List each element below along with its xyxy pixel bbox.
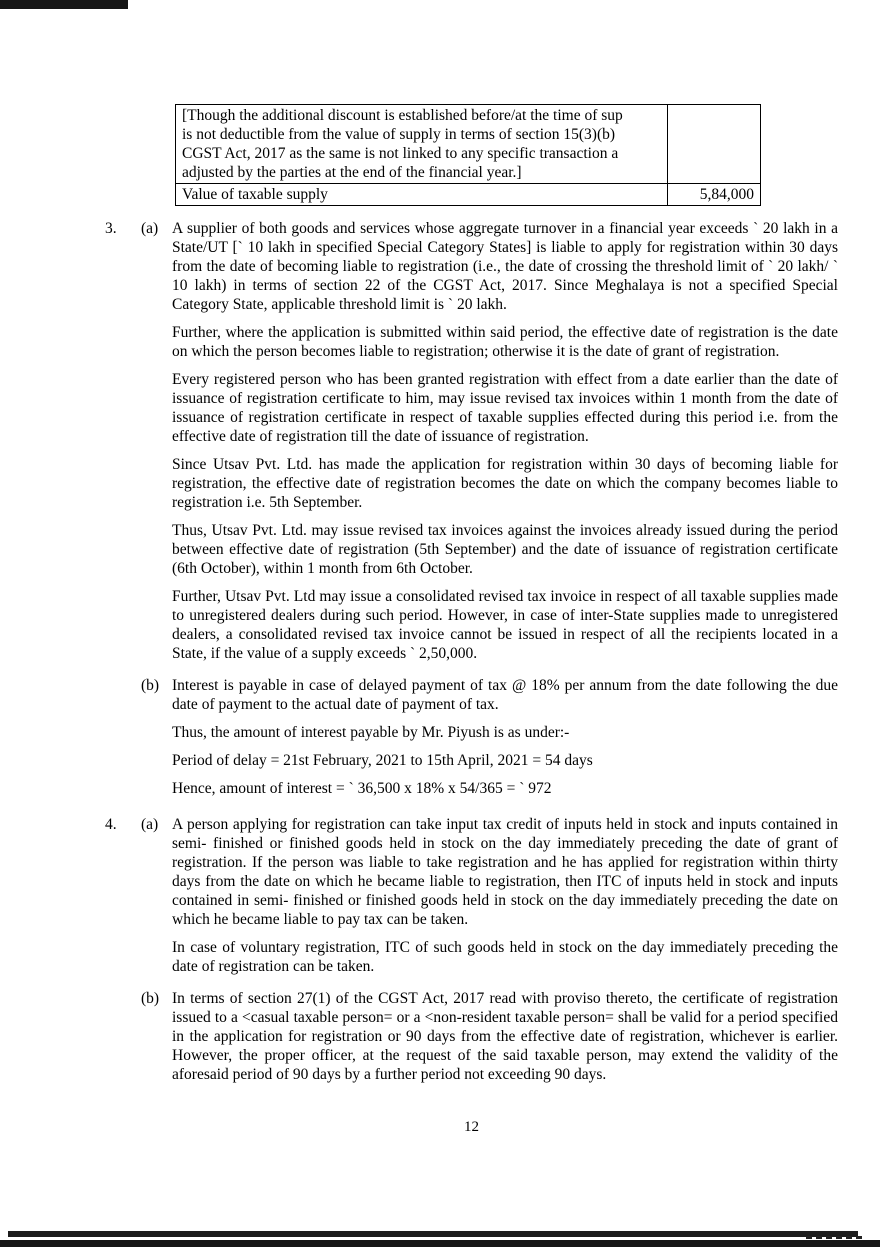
- part-content: [172, 219, 838, 663]
- paragraph: Since Utsav Pvt. Ltd. has made the application for registration within 30 days of becoming liable for registration, the effective date of registration becomes the date on which the company becomes liable to registration i.e. 5th September.: [172, 456, 838, 511]
- note-line: adjusted by the parties at the end of the financial year.]: [182, 164, 522, 181]
- note-line: CGST Act, 2017 as the same is not linked to any specific transaction a: [182, 145, 619, 162]
- paragraph: Interest is payable in case of delayed payment of tax @ 18% per annum from the date following the due date of payment to the actual date of payment of tax.: [172, 677, 838, 713]
- part-content: [172, 815, 838, 976]
- table-row: [176, 184, 761, 206]
- taxable-supply-table: [175, 104, 761, 206]
- paragraph: A person applying for registration can take input tax credit of inputs held in stock and inputs contained in semi- finished or finished goods held in stock on the day immediately preceding the date of grant of registration. If the person was liable to take registration and he has applied for registration within thirty days from the date on which he became liable to registration, then ITC of inputs held in stock and inputs contained in semi- finished or finished goods held in stock on the day immediately preceding the date on which he became liable to pay tax can be taken.: [172, 816, 838, 928]
- part-label: (a): [141, 220, 159, 237]
- paragraph: Hence, amount of interest = ` 36,500 x 18% x 54/365 = ` 972: [172, 780, 552, 797]
- note-line: [Though the additional discount is established before/at the time of sup: [182, 107, 623, 124]
- part-3a: [141, 219, 838, 663]
- paragraph: Further, Utsav Pvt. Ltd may issue a consolidated revised tax invoice in respect of all taxable supplies made to unregistered dealers during such period. However, in case of inter-State supplies made to unregistered dealers, a consolidated revised tax invoice cannot be issued in respect of all the recipients located in a State, if the value of a supply exceeds ` 2,50,000.: [172, 588, 838, 662]
- scan-artifact-dashes: [806, 1236, 866, 1239]
- paragraph: In case of voluntary registration, ITC of such goods held in stock on the day immediately preceding the date of registration can be taken.: [172, 939, 838, 975]
- paragraph: Thus, the amount of interest payable by Mr. Piyush is as under:-: [172, 724, 570, 741]
- item-number: 4.: [105, 816, 117, 833]
- table-note-row: [176, 105, 761, 184]
- scan-artifact-bottom-bar: [8, 1231, 858, 1237]
- table-row-label: Value of taxable supply: [176, 184, 668, 206]
- table-note-cell: [176, 105, 668, 184]
- part-content: [172, 676, 838, 798]
- scan-artifact-top-left: [0, 0, 128, 9]
- paragraph: Thus, Utsav Pvt. Ltd. may issue revised tax invoices against the invoices already issued during the period between effective date of registration (5th September) and the date of issuance of registration certificate (6th October), within 1 month from 6th October.: [172, 522, 838, 577]
- part-content: [172, 989, 838, 1084]
- item-parts: [141, 815, 838, 1088]
- part-label: (b): [141, 990, 160, 1007]
- scan-artifact-bottom-edge: [0, 1240, 880, 1247]
- paragraph: In terms of section 27(1) of the CGST Act, 2017 read with proviso thereto, the certificate of registration issued to a <casual taxable person= or a <non-resident taxable person= shall be valid for a period specified in the application for registration or 90 days from the effective date of registration, whichever is earlier. However, the proper officer, at the request of the said taxable person, may extend the validity of the aforesaid period of 90 days by a further period not exceeding 90 days.: [172, 990, 838, 1083]
- paragraph: Further, where the application is submitted within said period, the effective date of registration is the date on which the person becomes liable to registration; otherwise it is the date of grant of registration.: [172, 324, 838, 360]
- question-item-4: [105, 815, 838, 1088]
- part-4b: [141, 989, 838, 1084]
- part-label: (a): [141, 816, 159, 833]
- part-label: (b): [141, 677, 160, 694]
- question-item-3: [105, 219, 838, 802]
- paragraph: Period of delay = 21st February, 2021 to 15th April, 2021 = 54 days: [172, 752, 593, 769]
- table-row-value: 5,84,000: [668, 184, 761, 206]
- table-note-value-cell: [668, 105, 761, 184]
- item-parts: [141, 219, 838, 802]
- paragraph: Every registered person who has been granted registration with effect from a date earlier than the date of issuance of registration certificate to him, may issue revised tax invoices within 1 month from the date of issuance of registration certificate in respect of taxable supplies effected during this period i.e. from the effective date of registration till the date of issuance of registration.: [172, 371, 838, 445]
- item-number: 3.: [105, 220, 117, 237]
- part-4a: [141, 815, 838, 976]
- part-3b: [141, 676, 838, 798]
- page-number: 12: [464, 1119, 479, 1135]
- paragraph: A supplier of both goods and services whose aggregate turnover in a financial year exceeds ` 20 lakh in a State/UT [` 10 lakh in specified Special Category States] is liable to apply for registration within 30 days from the date of becoming liable to registration (i.e., the date of crossing the threshold limit of ` 20 lakh/ ` 10 lakh) in terms of section 22 of the CGST Act, 2017. Since Meghalaya is not a specified Special Category State, applicable threshold limit is ` 20 lakh.: [172, 220, 838, 313]
- note-line: is not deductible from the value of supply in terms of section 15(3)(b): [182, 126, 616, 143]
